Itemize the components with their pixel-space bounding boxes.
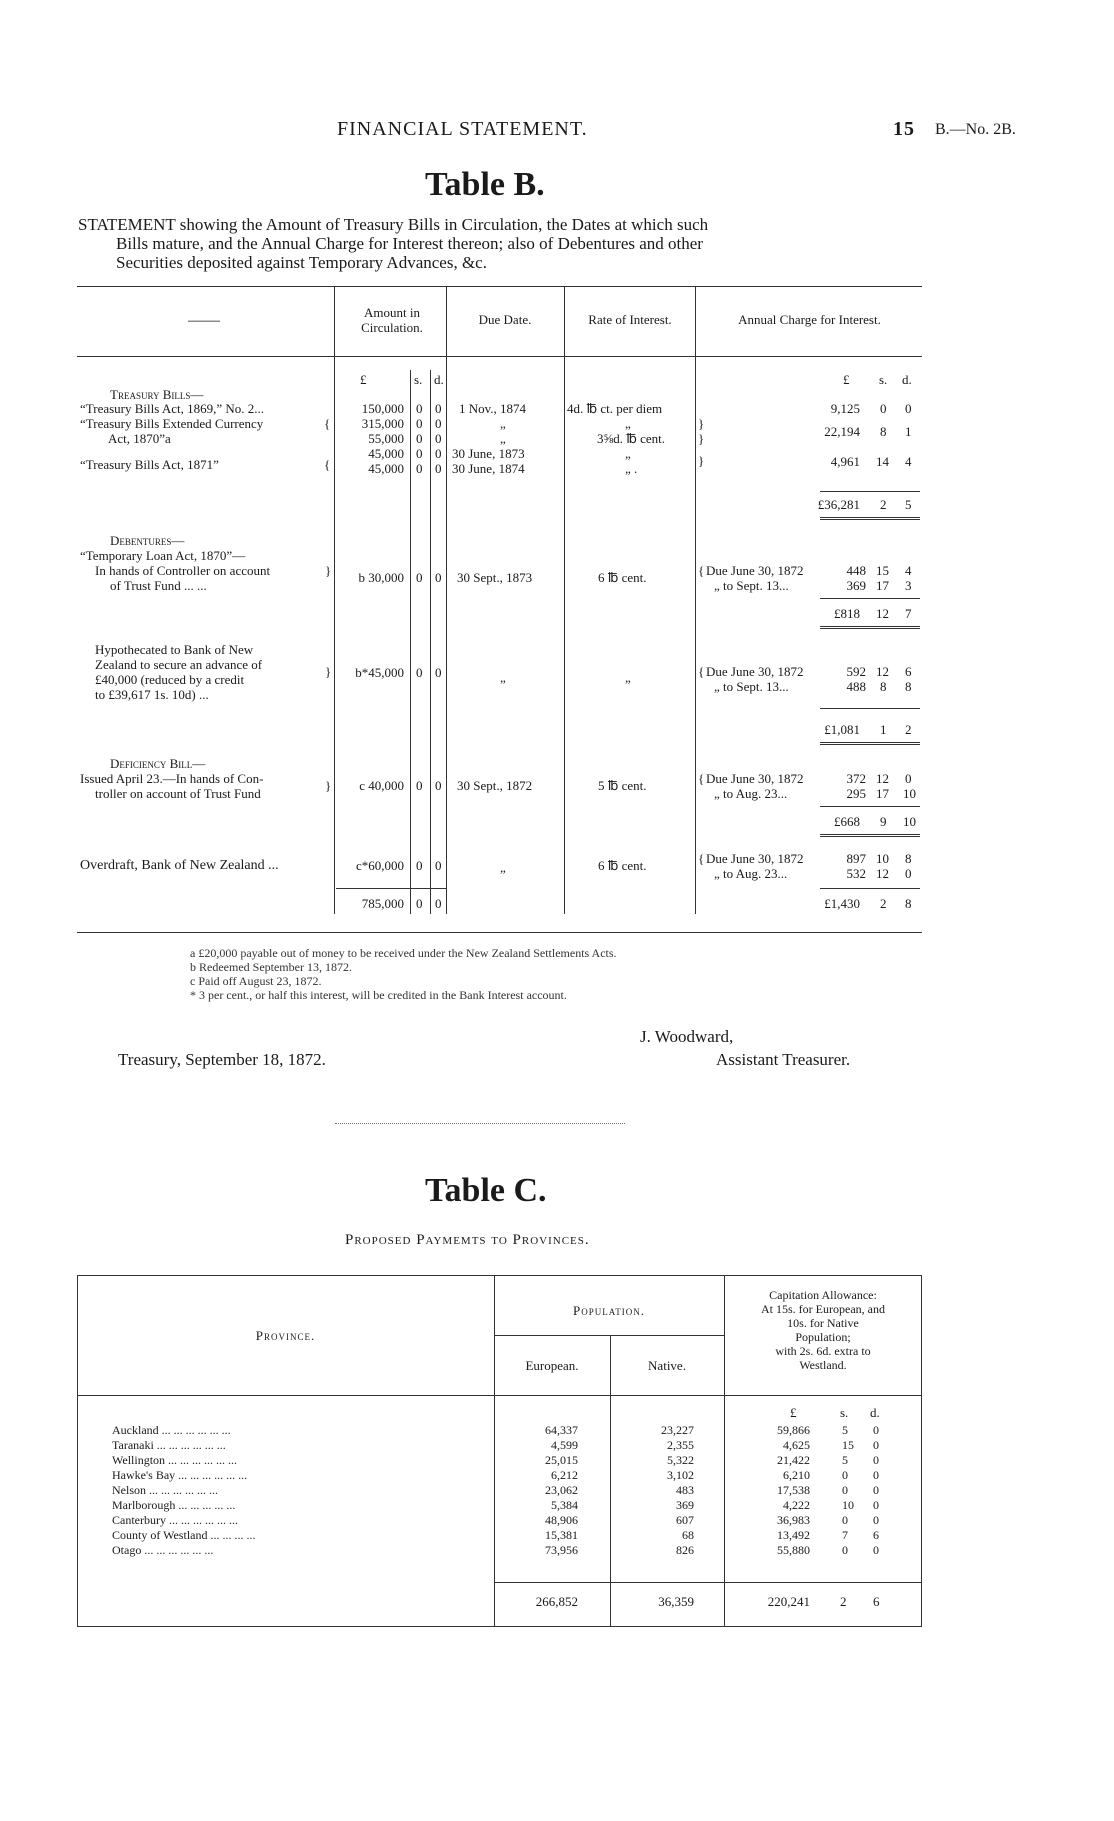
grand-total-amount-pounds: 785,000 (361, 896, 404, 911)
amount-pence: 0 (435, 431, 442, 446)
allowance-shillings: 5 (842, 1423, 848, 1437)
running-title: FINANCIAL STATEMENT. (337, 118, 588, 140)
brace-icon: { (698, 563, 705, 578)
col-annual-charge: Annual Charge for Interest. (738, 312, 881, 327)
charge-pounds: 372 (846, 771, 866, 786)
rate: 6 ℔ cent. (598, 858, 647, 873)
allowance-pence: 6 (873, 1528, 879, 1542)
stub-line: Overdraft, Bank of New Zealand ... (80, 858, 279, 873)
due-date: 30 June, 1874 (452, 461, 525, 476)
subtotal-pence: 2 (905, 722, 912, 737)
allowance-pounds: 4,222 (783, 1498, 810, 1512)
rate: 3⅝d. ℔ cent. (597, 431, 666, 446)
col-european: European. (525, 1358, 579, 1373)
charge-pounds: 897 (846, 851, 866, 866)
subtotal-shillings: 2 (880, 497, 887, 512)
allowance-pence: 0 (873, 1543, 879, 1557)
native-count: 3,102 (667, 1468, 694, 1482)
total-pence: 6 (873, 1594, 880, 1609)
allowance-pence: 0 (873, 1513, 879, 1527)
allowance-pounds: 36,983 (777, 1513, 810, 1527)
charge-pounds: 592 (846, 664, 866, 679)
charge-pence: 0 (905, 401, 912, 416)
subtotal-pounds: £36,281 (817, 497, 860, 512)
due-date: „ (500, 670, 506, 685)
allowance-pounds: 21,422 (777, 1453, 810, 1467)
amount-pence: 0 (435, 778, 442, 793)
debentures-heading: Debentures— (110, 533, 185, 548)
native-count: 369 (676, 1498, 694, 1512)
subtotal-shillings: 9 (880, 814, 887, 829)
province-name: Auckland ... ... ... ... ... ... (112, 1423, 231, 1437)
allowance-pounds: 13,492 (777, 1528, 810, 1542)
native-count: 607 (676, 1513, 694, 1527)
unit-shillings: s. (840, 1405, 849, 1420)
european-count: 23,062 (545, 1483, 578, 1497)
stub-line: Zealand to secure an advance of (95, 657, 263, 672)
rate: „ (625, 416, 631, 431)
table-b-intro (78, 215, 938, 272)
charge-pounds: 4,961 (830, 454, 860, 469)
total-european: 266,852 (535, 1594, 578, 1609)
charge-desc: „ to Sept. 13... (714, 578, 789, 593)
col-capitation (726, 1288, 920, 1372)
total-pounds: 220,241 (767, 1594, 810, 1609)
total-shillings: 2 (840, 1594, 847, 1609)
amount-pounds: 45,000 (368, 461, 404, 476)
native-count: 5,322 (667, 1453, 694, 1467)
amount-shillings: 0 (416, 401, 423, 416)
charge-pounds: 295 (846, 786, 866, 801)
amount-pence: 0 (435, 858, 442, 873)
charge-pence: 10 (903, 786, 916, 801)
grand-total-charge-pounds: £1,430 (824, 896, 860, 911)
allowance-pence: 0 (873, 1438, 879, 1452)
brace-icon: } (325, 563, 332, 578)
charge-shillings: 12 (876, 664, 889, 679)
province-name: Canterbury ... ... ... ... ... ... (112, 1513, 238, 1527)
grand-total-charge-shillings: 2 (880, 896, 887, 911)
stub-line: £40,000 (reduced by a credit (95, 672, 245, 687)
european-count: 25,015 (545, 1453, 578, 1467)
place-and-date: Treasury, September 18, 1872. (118, 1050, 326, 1069)
unit-pence: d. (870, 1405, 880, 1420)
brace-icon: { (324, 416, 331, 431)
european-count: 5,384 (551, 1498, 578, 1512)
charge-desc: Due June 30, 1872 (706, 563, 804, 578)
col-capitation-line: Population; (795, 1330, 851, 1344)
col-capitation-line: 10s. for Native (787, 1316, 859, 1330)
charge-shillings: 17 (876, 786, 889, 801)
european-count: 4,599 (551, 1438, 578, 1452)
amount-pence: 0 (435, 570, 442, 585)
charge-pence: 4 (905, 454, 912, 469)
footnote: a £20,000 payable out of money to be received under the New Zealand Settlements Acts. (190, 946, 617, 960)
charge-pounds: 22,194 (824, 424, 860, 439)
province-name: County of Westland ... ... ... ... (112, 1528, 256, 1542)
allowance-shillings: 0 (842, 1468, 848, 1482)
province-name: Hawke's Bay ... ... ... ... ... ... (112, 1468, 248, 1482)
charge-shillings: 8 (880, 424, 887, 439)
brace-icon: { (324, 457, 331, 472)
signer-title: Assistant Treasurer. (716, 1050, 851, 1069)
charge-pence: 8 (905, 679, 912, 694)
charge-pounds: 532 (846, 866, 866, 881)
charge-desc: Due June 30, 1872 (706, 851, 804, 866)
allowance-pence: 0 (873, 1453, 879, 1467)
charge-shillings: 15 (876, 563, 889, 578)
grand-total-amount-shillings: 0 (416, 896, 423, 911)
european-count: 48,906 (545, 1513, 578, 1527)
charge-pounds: 369 (846, 578, 866, 593)
province-name: Taranaki ... ... ... ... ... ... (112, 1438, 226, 1452)
allowance-pounds: 59,866 (777, 1423, 810, 1437)
charge-desc: Due June 30, 1872 (706, 771, 804, 786)
brace-icon: { (698, 851, 705, 866)
amount-shillings: 0 (416, 778, 423, 793)
col-capitation-line: Westland. (799, 1358, 847, 1372)
subtotal-pence: 10 (903, 814, 916, 829)
unit-pence: d. (902, 372, 912, 387)
amount-pounds: 45,000 (368, 446, 404, 461)
due-date: „ (500, 431, 506, 446)
deficiency-bill-heading: Deficiency Bill— (110, 756, 206, 771)
charge-pence: 8 (905, 851, 912, 866)
total-native: 36,359 (658, 1594, 694, 1609)
signer-name: J. Woodward, (640, 1027, 734, 1046)
amount-pence: 0 (435, 401, 442, 416)
charge-shillings: 8 (880, 679, 887, 694)
brace-icon: } (698, 453, 705, 468)
charge-desc: „ to Aug. 23... (714, 866, 788, 881)
due-date: 30 Sept., 1872 (457, 778, 533, 793)
section-divider (335, 1123, 625, 1124)
charge-shillings: 12 (876, 771, 889, 786)
amount-shillings: 0 (416, 665, 423, 680)
allowance-shillings: 15 (842, 1438, 854, 1452)
stub-line: to £39,617 1s. 10d) ... (95, 687, 209, 702)
charge-desc: Due June 30, 1872 (706, 664, 804, 679)
charge-pence: 4 (905, 563, 912, 578)
due-date: „ (500, 860, 506, 875)
charge-shillings: 14 (876, 454, 889, 469)
table-c-subtitle: Proposed Paymemts to Provinces. (345, 1232, 590, 1248)
charge-pence: 0 (905, 771, 912, 786)
amount-shillings: 0 (416, 858, 423, 873)
amount-pounds: c 40,000 (359, 778, 404, 793)
charge-pounds: 448 (846, 563, 866, 578)
unit-shillings: s. (879, 372, 888, 387)
subtotal-pence: 7 (905, 606, 912, 621)
col-capitation-line: with 2s. 6d. extra to (775, 1344, 871, 1358)
brace-icon: } (325, 664, 332, 679)
charge-pounds: 9,125 (830, 401, 860, 416)
allowance-pence: 0 (873, 1423, 879, 1437)
col-dash: —— (188, 312, 220, 329)
native-count: 23,227 (661, 1423, 694, 1437)
amount-pounds: b 30,000 (358, 570, 404, 585)
rate: „ (625, 670, 631, 685)
amount-shillings: 0 (416, 431, 423, 446)
european-count: 6,212 (551, 1468, 578, 1482)
table-c-title: Table C. (425, 1172, 547, 1209)
allowance-shillings: 7 (842, 1528, 848, 1542)
amount-shillings: 0 (416, 461, 423, 476)
allowance-shillings: 0 (842, 1543, 848, 1557)
col-capitation-line: At 15s. for European, and (761, 1302, 885, 1316)
province-name: Wellington ... ... ... ... ... ... (112, 1453, 238, 1467)
amount-pence: 0 (435, 416, 442, 431)
allowance-pounds: 17,538 (777, 1483, 810, 1497)
charge-shillings: 17 (876, 578, 889, 593)
charge-shillings: 0 (880, 401, 887, 416)
allowance-pounds: 6,210 (783, 1468, 810, 1482)
european-count: 73,956 (545, 1543, 578, 1557)
charge-pence: 3 (905, 578, 912, 593)
col-population: Population. (573, 1303, 645, 1318)
table-b-title: Table B. (425, 166, 545, 203)
treasury-bills-heading: Treasury Bills— (110, 387, 204, 402)
unit-pounds: £ (843, 372, 850, 387)
allowance-pence: 0 (873, 1498, 879, 1512)
stub-line: of Trust Fund ... ... (110, 578, 207, 593)
subtotal-pounds: £668 (834, 814, 860, 829)
allowance-shillings: 0 (842, 1483, 848, 1497)
amount-pence: 0 (435, 665, 442, 680)
rate: 6 ℔ cent. (598, 570, 647, 585)
amount-pence: 0 (435, 461, 442, 476)
brace-icon: { (698, 771, 705, 786)
brace-icon: } (698, 416, 705, 431)
col-rate: Rate of Interest. (588, 312, 672, 327)
stub-line: troller on account of Trust Fund (95, 786, 261, 801)
allowance-pence: 0 (873, 1483, 879, 1497)
charge-desc: „ to Aug. 23... (714, 786, 788, 801)
stub-line: “Treasury Bills Act, 1869,” No. 2... (80, 401, 265, 416)
unit-pounds: £ (360, 372, 367, 387)
charge-pounds: 488 (846, 679, 866, 694)
brace-icon: { (698, 664, 705, 679)
allowance-shillings: 10 (842, 1498, 854, 1512)
charge-shillings: 10 (876, 851, 889, 866)
footnote: b Redeemed September 13, 1872. (190, 960, 352, 974)
page-number: 15 (893, 118, 915, 140)
intro-line: STATEMENT showing the Amount of Treasury Bills in Circulation, the Dates at which such (78, 215, 709, 234)
unit-pounds: £ (790, 1405, 797, 1420)
charge-pence: 1 (905, 424, 912, 439)
subtotal-pounds: £818 (834, 606, 860, 621)
province-name: Nelson ... ... ... ... ... ... (112, 1483, 218, 1497)
amount-shillings: 0 (416, 446, 423, 461)
rate: „ (625, 446, 631, 461)
stub-line: “Temporary Loan Act, 1870”— (80, 548, 246, 563)
province-name: Marlborough ... ... ... ... ... (112, 1498, 236, 1512)
subtotal-pounds: £1,081 (824, 722, 860, 737)
subtotal-shillings: 12 (876, 606, 889, 621)
col-amount: Amount in Circulation. (361, 305, 423, 335)
stub-line: “Treasury Bills Act, 1871” (80, 457, 219, 472)
allowance-shillings: 5 (842, 1453, 848, 1467)
charge-pence: 6 (905, 664, 912, 679)
native-count: 826 (676, 1543, 694, 1557)
col-capitation-line: Capitation Allowance: (769, 1288, 877, 1302)
native-count: 68 (682, 1528, 694, 1542)
due-date: „ (500, 416, 506, 431)
province-name: Otago ... ... ... ... ... ... (112, 1543, 214, 1557)
amount-pounds: 150,000 (361, 401, 404, 416)
amount-pounds: c*60,000 (355, 858, 404, 873)
rate: 4d. ℔ ct. per diem (567, 401, 663, 416)
allowance-shillings: 0 (842, 1513, 848, 1527)
col-province: Province. (255, 1328, 316, 1343)
unit-pence: d. (434, 372, 444, 387)
stub-line: Hypothecated to Bank of New (95, 642, 254, 657)
intro-line: Bills mature, and the Annual Charge for Interest thereon; also of Debentures and other (116, 234, 703, 253)
european-count: 64,337 (545, 1423, 578, 1437)
amount-pounds: b*45,000 (355, 665, 404, 680)
due-date: 30 Sept., 1873 (457, 570, 533, 585)
european-count: 15,381 (545, 1528, 578, 1542)
document-reference: B.—No. 2B. (935, 121, 1016, 138)
col-due-date: Due Date. (478, 312, 532, 327)
brace-icon: } (325, 778, 332, 793)
amount-shillings: 0 (416, 570, 423, 585)
footnotes (190, 946, 617, 1002)
allowance-pounds: 4,625 (783, 1438, 810, 1452)
brace-icon: } (698, 431, 705, 446)
amount-shillings: 0 (416, 416, 423, 431)
stub-line: Act, 1870”a (108, 431, 171, 446)
charge-desc: „ to Sept. 13... (714, 679, 789, 694)
amount-pence: 0 (435, 446, 442, 461)
charge-shillings: 12 (876, 866, 889, 881)
grand-total-charge-pence: 8 (905, 896, 912, 911)
rate: „ . (625, 461, 638, 476)
rate: 5 ℔ cent. (598, 778, 647, 793)
stub-line: “Treasury Bills Extended Currency (80, 416, 264, 431)
grand-total-amount-pence: 0 (435, 896, 442, 911)
charge-pence: 0 (905, 866, 912, 881)
amount-pounds: 55,000 (368, 431, 404, 446)
intro-line: Securities deposited against Temporary Advances, &c. (116, 253, 487, 272)
due-date: 1 Nov., 1874 (459, 401, 527, 416)
allowance-pence: 0 (873, 1468, 879, 1482)
unit-shillings: s. (414, 372, 423, 387)
allowance-pounds: 55,880 (777, 1543, 810, 1557)
amount-pounds: 315,000 (361, 416, 404, 431)
stub-line: Issued April 23.—In hands of Con- (80, 771, 264, 786)
native-count: 483 (676, 1483, 694, 1497)
due-date: 30 June, 1873 (452, 446, 525, 461)
subtotal-shillings: 1 (880, 722, 887, 737)
footnote: c Paid off August 23, 1872. (190, 974, 322, 988)
subtotal-pence: 5 (905, 497, 912, 512)
footnote: * 3 per cent., or half this interest, will be credited in the Bank Interest account. (190, 988, 567, 1002)
stub-line: In hands of Controller on account (95, 563, 271, 578)
col-native: Native. (648, 1358, 686, 1373)
native-count: 2,355 (667, 1438, 694, 1452)
